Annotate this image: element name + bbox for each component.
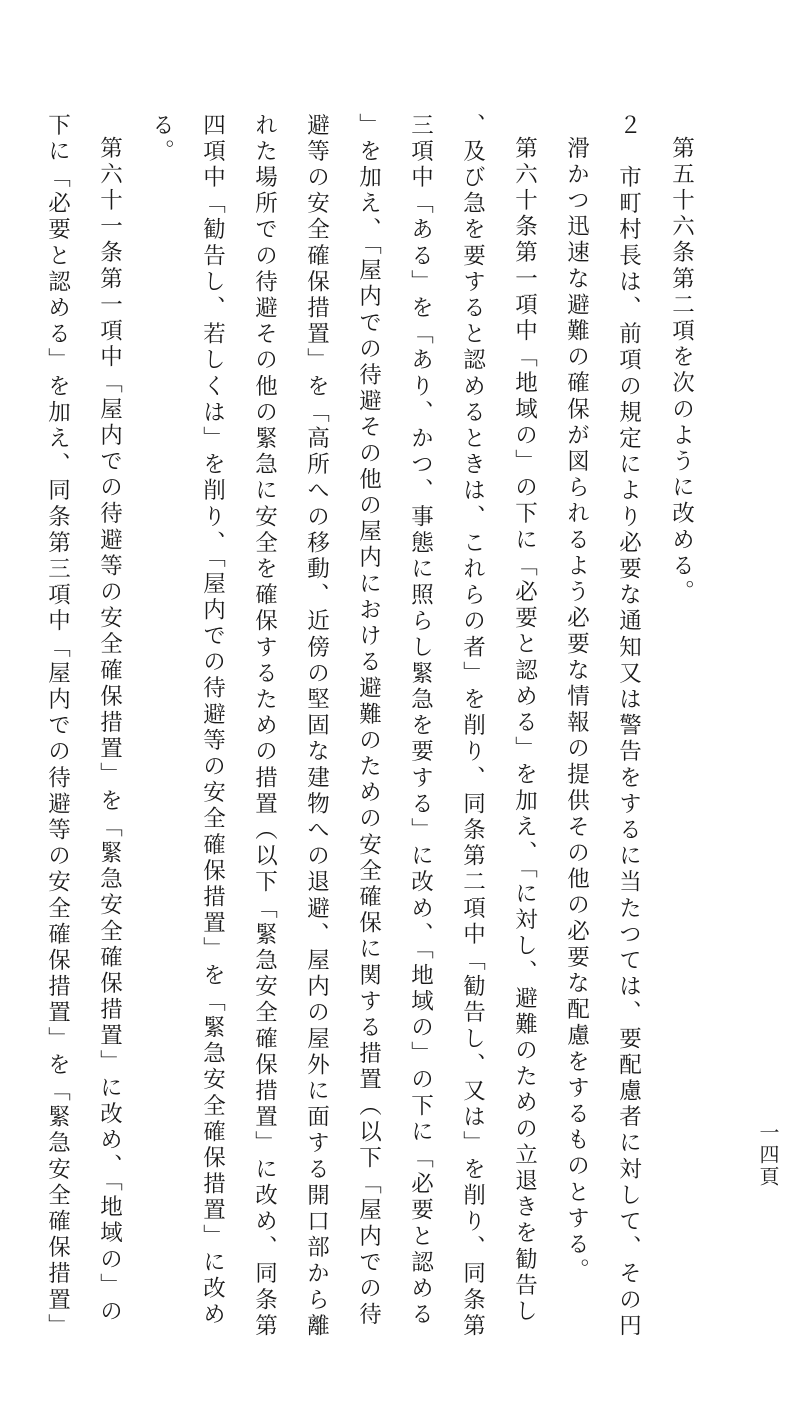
text-line: れた場所での待避その他の緊急に安全を確保するための措置（以下「緊急安全確保措置」に改め、同条第 <box>251 113 278 1340</box>
text-line: る。 <box>148 113 175 166</box>
text-line: 避等の安全確保措置」を「高所への移動、近傍の堅固な建物への退避、屋内の屋外に面する開口部から離 <box>303 113 330 1340</box>
text-line: 下に「必要と認める」を加え、同条第三項中「屋内での待避等の安全確保措置」を「緊急安全確保措置」 <box>44 113 71 1340</box>
text-line: 、及び急を要すると認めるときは、これらの者」を削り、同条第二項中「勧告し、又は」を削り、同条第 <box>459 113 486 1340</box>
page-number: 一四頁 <box>756 1122 780 1188</box>
text-line: 滑かつ迅速な避難の確保が図られるよう必要な情報の提供その他の必要な配慮をするものとする。 <box>563 136 590 1285</box>
text-line: 三項中「ある」を「あり、かつ、事態に照らし緊急を要する」に改め、「地域の」の下に「必要と認める <box>407 113 434 1329</box>
text-line: 」を加え、「屋内での待避その他の屋内における避難のための安全確保に関する措置（以下「屋内での待 <box>355 113 382 1329</box>
text-line: 四項中「勧告し、若しくは」を削り、「屋内での待避等の安全確保措置」を「緊急安全確保措置」に改め <box>199 113 226 1329</box>
text-line: 第六十一条第一項中「屋内での待避等の安全確保措置」を「緊急安全確保措置」に改め、「地域の」の <box>96 136 123 1326</box>
text-line: 第五十六条第二項を次のように改める。 <box>668 136 695 606</box>
text-line: ２ 市町村長は、前項の規定により必要な通知又は警告をするに当たつては、要配慮者に対して、その円 <box>615 113 642 1340</box>
text-line: 第六十条第一項中「地域の」の下に「必要と認める」を加え、「に対し、避難のための立退きを勧告し <box>511 136 538 1326</box>
